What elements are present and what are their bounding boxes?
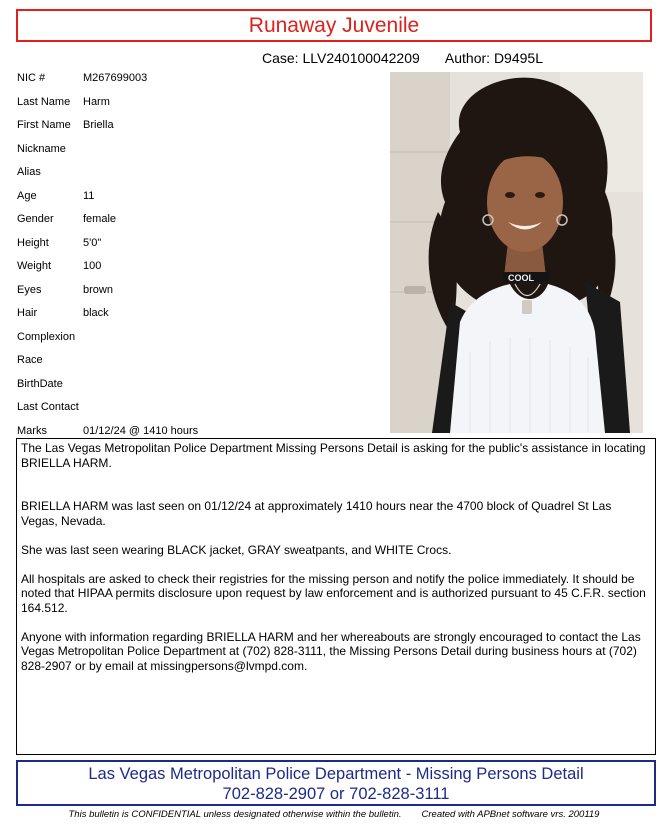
- subject-photo-illustration: [390, 72, 643, 433]
- field-label: Weight: [17, 260, 52, 272]
- title-box: [16, 9, 652, 42]
- software-credit: Created with APBnet software vrs. 200119: [421, 809, 600, 820]
- narrative-paragraph: All hospitals are asked to check their registries for the missing person and notify the police immediately. It should be noted that HIPAA permits disclosure upon request by law enforcement and is authorized pursuant to 45 C.F.R. section 164.512.: [21, 571, 646, 615]
- narrative-paragraph: The Las Vegas Metropolitan Police Department Missing Persons Detail is asking for the public's assistance in locating BRIELLA HARM.: [21, 441, 646, 470]
- field-label: Complexion: [17, 330, 76, 343]
- field-label: Last Name: [17, 95, 71, 108]
- field-label: BirthDate: [17, 377, 63, 390]
- field-label: Last Contact: [17, 401, 79, 413]
- field-label: Nickname: [17, 142, 66, 155]
- field-label: Hair: [17, 307, 38, 319]
- field-value: 100: [83, 260, 102, 272]
- bulletin-title: Runaway Juvenile: [248, 14, 420, 37]
- field-label: Age: [17, 189, 37, 202]
- field-label: Marks: [17, 424, 47, 437]
- field-value: 11: [83, 189, 95, 202]
- field-label: Gender: [17, 213, 54, 225]
- field-value: female: [83, 213, 117, 225]
- field-value: black: [83, 307, 109, 319]
- subject-photo: [390, 72, 643, 433]
- narrative-box: [16, 438, 656, 755]
- agency-name: Las Vegas Metropolitan Police Department - Missing Persons Detail: [88, 765, 584, 783]
- field-value: Harm: [83, 95, 110, 108]
- narrative-paragraph: Anyone with information regarding BRIELLA HARM and her whereabouts are strongly encouraged to contact the Las Vegas Metropolitan Police Department at (702) 828-3111, the Missing Persons Detail during business hours at (702) 828-2907 or by email at missingpersons@lvmpd.com.: [21, 629, 641, 673]
- confidential-notice: This bulletin is CONFIDENTIAL unless designated otherwise within the bulletin.: [68, 809, 402, 820]
- disclaimer-line: [0, 809, 668, 820]
- case-label: Case:: [262, 50, 299, 66]
- field-label: Height: [17, 236, 49, 249]
- case-number: LLV240100042209: [302, 50, 420, 66]
- narrative-paragraph: BRIELLA HARM was last seen on 01/12/24 at approximately 1410 hours near the 4700 block of Quadrel St Las Vegas, Nevada.: [21, 499, 612, 528]
- agency-footer: [16, 760, 656, 806]
- field-label: NIC #: [17, 72, 46, 84]
- author-label: Author:: [444, 50, 491, 66]
- field-value: Briella: [83, 119, 114, 131]
- case-line: [262, 50, 543, 66]
- field-value: 01/12/24 @ 1410 hours: [83, 424, 199, 437]
- author-id: D9495L: [493, 50, 543, 66]
- narrative-paragraph: She was last seen wearing BLACK jacket, GRAY sweatpants, and WHITE Crocs.: [21, 542, 452, 557]
- choker-text: COOL: [508, 273, 534, 283]
- field-label: Race: [17, 354, 43, 366]
- field-label: Alias: [17, 166, 41, 178]
- agency-phones: 702-828-2907 or 702-828-3111: [222, 785, 450, 803]
- field-value: M267699003: [83, 72, 148, 84]
- field-label: First Name: [17, 119, 71, 131]
- field-value: 5'0": [83, 236, 102, 249]
- field-label: Eyes: [17, 283, 42, 296]
- field-value: brown: [83, 283, 113, 296]
